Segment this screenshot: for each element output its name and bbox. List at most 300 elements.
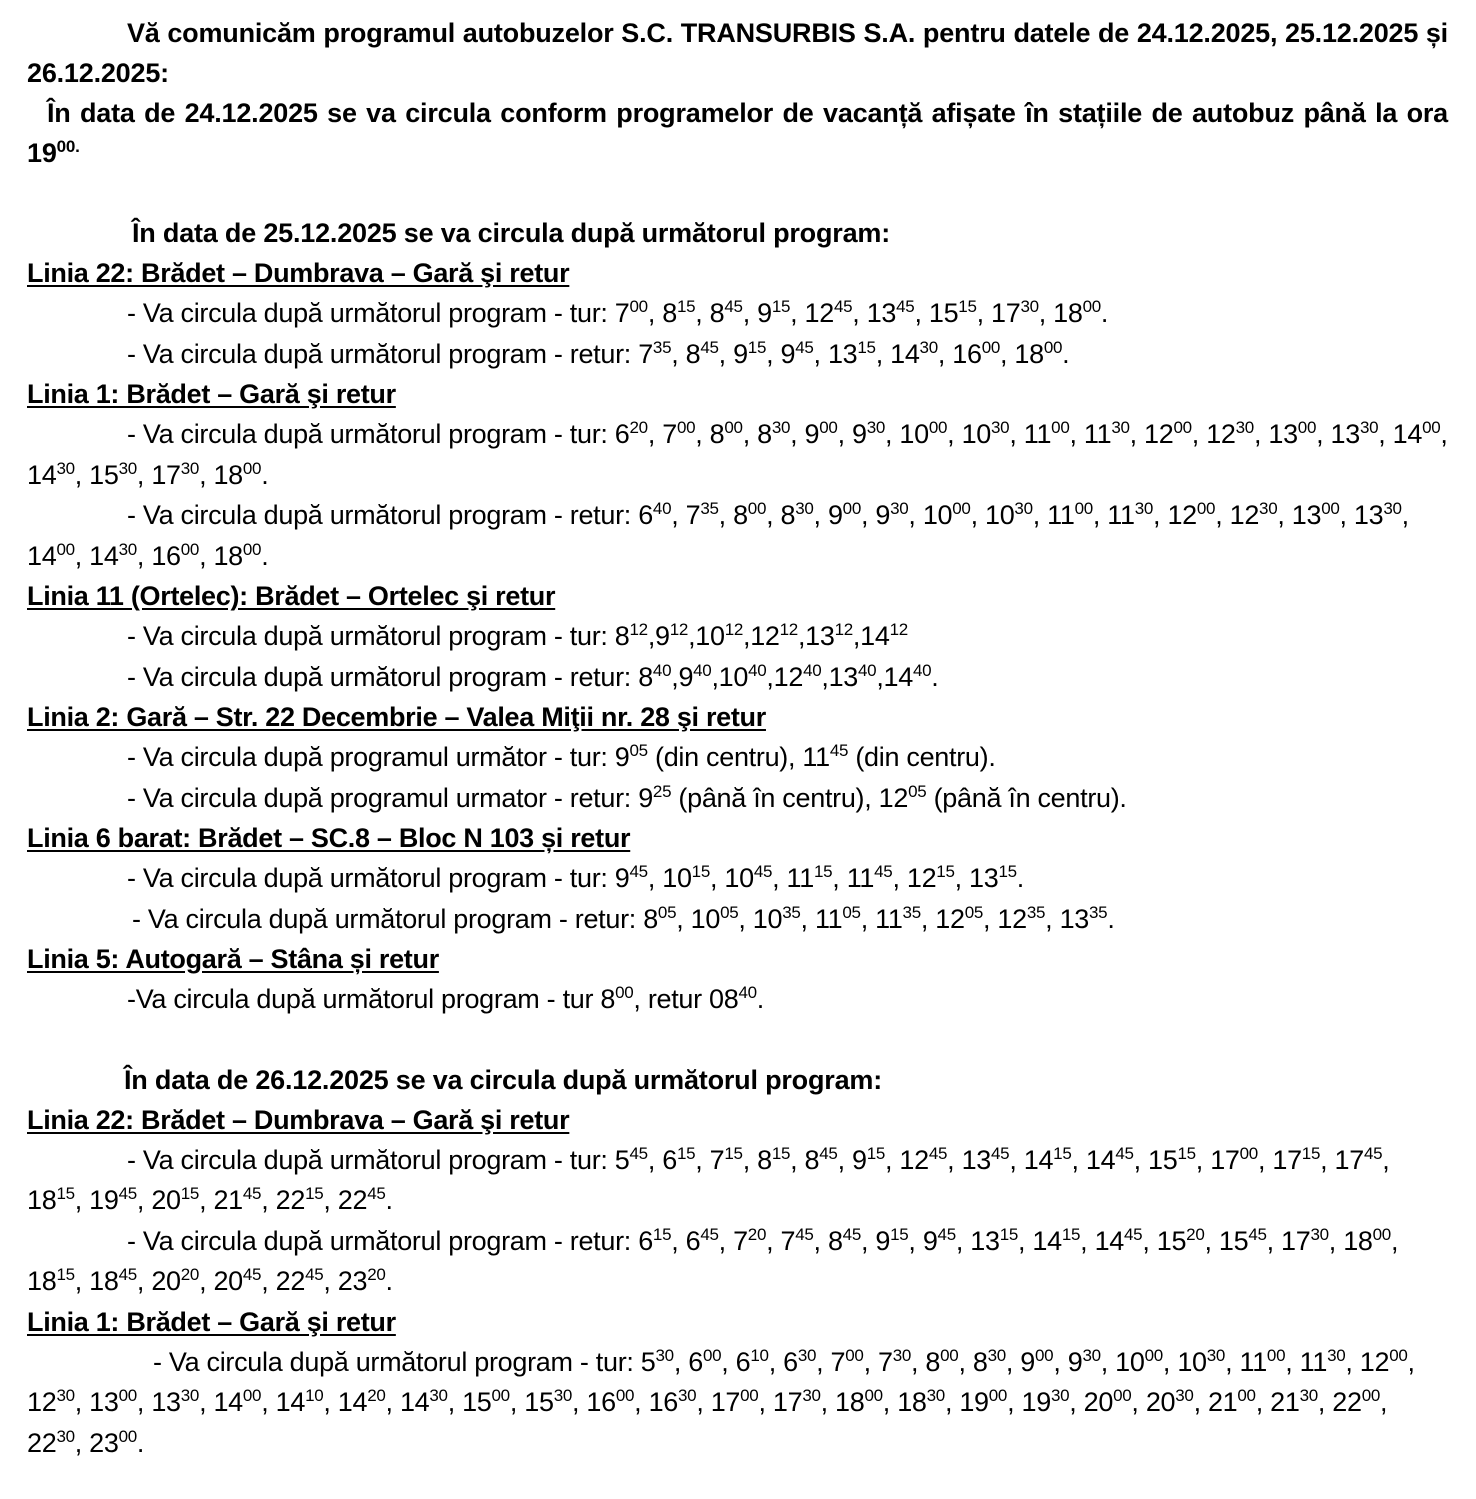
time-separator: , — [1193, 1387, 1208, 1417]
time-minutes: 00 — [242, 539, 262, 559]
time-separator: , — [911, 1346, 926, 1377]
time-hour: 11 — [875, 903, 903, 934]
time-hour: 11 — [1239, 1346, 1267, 1377]
time-hour: 12 — [750, 621, 780, 651]
time-hour: 17 — [710, 1387, 741, 1417]
time-hour: 11 — [1299, 1346, 1328, 1377]
time-hour: 8 — [614, 621, 630, 651]
time-minutes: 00 — [118, 1426, 137, 1446]
time-minutes: 30 — [866, 418, 886, 437]
time-separator: , — [852, 298, 867, 328]
time-minutes: 12 — [834, 620, 853, 639]
time-hour: 14 — [1094, 1225, 1125, 1256]
time-hour: 8 — [972, 1346, 988, 1377]
time-minutes: 30 — [1259, 499, 1278, 518]
time-hour: 16 — [952, 338, 982, 369]
time-minutes: 00 — [629, 297, 648, 316]
time-separator: , — [1007, 1387, 1022, 1417]
time-minutes: 05 — [908, 781, 927, 801]
time-minutes: 30 — [118, 539, 137, 559]
time-hour: 20 — [151, 1266, 181, 1296]
time-separator: , — [1038, 298, 1054, 328]
time-hour: 8 — [757, 1144, 772, 1175]
time-minutes: 30 — [991, 418, 1010, 437]
time-hour: 18 — [1053, 298, 1083, 328]
time-separator: , — [860, 500, 876, 530]
time-separator: , — [1069, 419, 1084, 449]
time-separator: , — [813, 1225, 828, 1256]
time-hour: 13 — [970, 1225, 1000, 1256]
time-hour: 9 — [827, 500, 843, 530]
time-separator: , — [74, 540, 90, 571]
time-hour: 7 — [709, 1144, 725, 1175]
time-hour: 18 — [27, 1185, 57, 1215]
time-hour: 11 — [786, 863, 814, 893]
time-separator: , — [1133, 1144, 1149, 1175]
time-separator: , — [1378, 419, 1393, 449]
time-hour: 12 — [804, 298, 834, 328]
time-minutes: 00 — [615, 983, 634, 1002]
time-minutes: 10 — [750, 1345, 769, 1365]
time-hour: 8 — [827, 1225, 843, 1256]
time-separator: , — [837, 1144, 852, 1175]
time-minutes: 30 — [919, 337, 938, 357]
time-minutes: 30 — [678, 1386, 697, 1405]
time-separator: , — [860, 1225, 876, 1256]
time-minutes: 15 — [890, 1224, 909, 1244]
time-hour: 7 — [830, 1346, 846, 1377]
time-hour: 18 — [89, 1266, 119, 1296]
time-minutes: 30 — [1111, 418, 1130, 437]
time-hour: 12 — [1144, 419, 1174, 449]
time-separator: , — [1142, 1225, 1157, 1256]
time-hour: 10 — [961, 419, 992, 449]
time-separator: , — [688, 621, 696, 651]
time-separator: , — [671, 661, 679, 692]
dec-24-time-minutes: 00. — [56, 137, 80, 156]
time-minutes: 15 — [998, 862, 1017, 881]
time-minutes: 45 — [305, 1265, 324, 1284]
time-separator: , — [821, 661, 829, 692]
time-hour: 17 — [1334, 1144, 1364, 1175]
time-separator: , — [136, 1266, 152, 1296]
time-separator: , — [1069, 1387, 1084, 1417]
time-separator: , — [860, 903, 876, 934]
schedule-end: . — [1100, 298, 1109, 328]
time-minutes: 12 — [724, 620, 744, 639]
time-minutes: 15 — [1061, 1224, 1081, 1244]
schedule-label: -Va circula după următorul program - tur — [127, 984, 601, 1014]
time-hour: 14 — [1085, 1144, 1116, 1175]
schedule-end: . — [988, 742, 996, 772]
time-minutes: 12 — [889, 620, 908, 639]
time-separator: , — [944, 1387, 960, 1417]
time-minutes: 15 — [676, 297, 696, 316]
time-hour: 22 — [337, 1185, 368, 1215]
time-minutes: 30 — [1383, 499, 1402, 518]
time-separator: , — [772, 863, 787, 893]
time-minutes: 15 — [866, 1143, 886, 1163]
time-minutes: 00 — [988, 1386, 1008, 1405]
schedule-line — [27, 293, 1448, 334]
time-separator: , — [1129, 419, 1145, 449]
time-hour: 8 — [804, 1144, 820, 1175]
time-separator: , — [790, 298, 805, 328]
time-separator: , — [74, 1387, 90, 1417]
time-hour: 12 — [27, 1387, 57, 1417]
time-hour: 13 — [1330, 419, 1360, 449]
time-hour: 13 — [805, 621, 835, 651]
time-separator: , — [718, 1225, 734, 1256]
time-separator: , — [671, 338, 686, 369]
time-minutes: 30 — [553, 1386, 572, 1405]
time-note: (până în centru) — [671, 782, 865, 813]
time-separator: , — [800, 903, 815, 934]
schedule-line — [27, 778, 1448, 819]
time-minutes: 00 — [1389, 1345, 1408, 1365]
time-hour: 8 — [662, 298, 677, 328]
time-hour: 11 — [1083, 419, 1112, 449]
time-hour: 5 — [640, 1346, 656, 1377]
time-hour: 20 — [151, 1185, 181, 1215]
time-hour: 13 — [1059, 903, 1090, 934]
time-minutes: 00 — [242, 1386, 262, 1405]
time-minutes: 15 — [691, 862, 710, 881]
time-separator: , — [136, 540, 152, 571]
line-title: Linia 22: Brădet – Dumbrava – Gară şi retur — [27, 258, 570, 288]
schedule-end: . — [385, 1266, 393, 1296]
time-minutes: 40 — [748, 660, 767, 680]
time-separator: , — [136, 459, 152, 490]
time-hour: 12 — [773, 661, 804, 692]
time-minutes: 45 — [1115, 1143, 1134, 1163]
time-separator: , — [74, 459, 90, 490]
time-minutes: 00 — [56, 539, 75, 559]
time-hour: 14 — [1032, 1225, 1062, 1256]
time-minutes: 00 — [1051, 418, 1070, 437]
intro-paragraph-dec-24 — [27, 93, 1448, 173]
time-minutes: 40 — [693, 660, 712, 680]
time-hour: 20 — [1083, 1387, 1114, 1417]
time-separator: , — [955, 1225, 971, 1256]
time-hour: 13 — [828, 661, 859, 692]
time-minutes: 30 — [1134, 499, 1154, 518]
time-hour: 20 — [1145, 1387, 1176, 1417]
time-hour: 8 — [780, 500, 796, 530]
time-hour: 12 — [906, 863, 937, 893]
time-separator: , — [74, 1266, 90, 1296]
time-hour: 21 — [1270, 1387, 1300, 1417]
time-hour: 12 — [1206, 419, 1236, 449]
time-hour: 8 — [638, 661, 653, 692]
time-hour: 10 — [1115, 1346, 1145, 1377]
time-minutes: 15 — [305, 1184, 324, 1203]
time-hour: 18 — [897, 1387, 927, 1417]
time-hour: 11 — [1023, 419, 1052, 449]
time-minutes: 00 — [981, 337, 1001, 357]
time-minutes: 15 — [1053, 1143, 1072, 1163]
time-hour: 8 — [733, 500, 748, 530]
time-minutes: 30 — [1310, 1224, 1329, 1244]
time-separator: , — [1009, 419, 1024, 449]
time-hour: 11 — [1047, 500, 1075, 530]
time-minutes: 45 — [842, 1224, 861, 1244]
schedule-label: - Va circula după următorul program - tur: — [127, 298, 615, 328]
time-separator: , — [572, 1387, 587, 1417]
time-hour: 15 — [524, 1387, 554, 1417]
time-separator: , — [970, 500, 985, 530]
dec-24-text: În data de 24.12.2025 se va circula conform programelor de vacanță afișate în stațiile de autobuz până la ora 19 — [27, 98, 1448, 168]
time-minutes: 45 — [1124, 1224, 1143, 1244]
time-hour: 10 — [724, 863, 754, 893]
time-minutes: 30 — [56, 1426, 75, 1446]
time-separator: , — [1390, 1225, 1399, 1256]
time-hour: 7 — [685, 500, 701, 530]
time-minutes: 40 — [803, 660, 822, 680]
time-separator: , — [768, 1346, 784, 1377]
time-separator: , — [1009, 1144, 1024, 1175]
time-minutes: 00 — [1074, 499, 1093, 518]
time-hour: 11 — [814, 903, 843, 934]
schedule-label: - Va circula după următorul program - retur: — [132, 903, 644, 934]
time-hour: 21 — [1207, 1387, 1238, 1417]
time-minutes: 15 — [813, 862, 833, 881]
time-hour: 10 — [922, 500, 953, 530]
time-minutes: 15 — [771, 1143, 791, 1163]
intro-paragraph-announcement: Vă comunicăm programul autobuzelor S.C. TRANSURBIS S.A. pentru datele de 24.12.2025, 25.12.2025 și 26.12.2025: — [27, 18, 1448, 88]
time-minutes: 30 — [1082, 1345, 1101, 1365]
time-minutes: 00 — [1082, 297, 1101, 316]
time-minutes: 00 — [1113, 1386, 1132, 1405]
time-separator: , — [1204, 1225, 1219, 1256]
time-separator: , — [711, 661, 719, 692]
time-hour: 13 — [969, 863, 999, 893]
time-separator: , — [1032, 500, 1048, 530]
schedule-line — [27, 334, 1448, 375]
time-separator: , — [647, 298, 663, 328]
time-hour: 9 — [655, 621, 670, 651]
time-hour: 18 — [835, 1387, 865, 1417]
time-minutes: 00 — [1361, 1386, 1381, 1405]
time-minutes: 45 — [1248, 1224, 1267, 1244]
time-separator: , — [199, 459, 214, 490]
time-minutes: 00 — [940, 1345, 959, 1365]
time-separator: , — [1045, 903, 1060, 934]
time-minutes: 00 — [819, 418, 838, 437]
time-hour: 9 — [638, 782, 653, 813]
time-separator: , — [908, 500, 923, 530]
time-separator: , — [1053, 1346, 1068, 1377]
time-minutes: 20 — [629, 418, 648, 437]
time-hour: 15 — [1148, 1144, 1178, 1175]
schedule-line — [27, 657, 1448, 698]
time-separator: , — [323, 1387, 338, 1417]
time-separator: , — [1257, 1144, 1273, 1175]
time-minutes: 00 — [747, 499, 767, 518]
time-minutes: 30 — [1359, 418, 1379, 437]
time-minutes: 45 — [937, 1224, 956, 1244]
time-minutes: 45 — [928, 1143, 948, 1163]
time-separator: , — [837, 419, 852, 449]
time-separator: , — [199, 1387, 214, 1417]
time-separator: , — [947, 1144, 962, 1175]
time-separator: , — [983, 903, 998, 934]
day-heading: În data de 26.12.2025 se va circula după următorul program: — [124, 1064, 882, 1095]
time-minutes: 30 — [180, 1386, 200, 1405]
time-hour: 9 — [780, 338, 796, 369]
time-separator: , — [1092, 500, 1108, 530]
time-minutes: 35 — [1089, 902, 1108, 922]
time-minutes: 45 — [118, 1184, 137, 1203]
time-minutes: 30 — [56, 1386, 75, 1405]
time-separator: , — [864, 782, 879, 813]
time-separator: , — [1255, 1387, 1271, 1417]
time-minutes: 20 — [180, 1265, 200, 1284]
time-hour: 13 — [866, 298, 897, 328]
time-minutes: 35 — [902, 902, 921, 922]
time-minutes: 30 — [180, 458, 200, 478]
time-hour: 8 — [600, 984, 616, 1014]
schedule-end: . — [1062, 338, 1070, 369]
time-separator: , — [937, 338, 953, 369]
time-minutes: 20 — [1186, 1224, 1205, 1244]
time-hour: 15 — [462, 1387, 492, 1417]
time-hour: 9 — [614, 863, 630, 893]
time-separator: , — [766, 661, 774, 692]
time-minutes: 00 — [740, 1386, 759, 1405]
time-hour: 6 — [662, 1144, 677, 1175]
time-separator: , — [820, 1387, 836, 1417]
time-minutes: 20 — [747, 1224, 767, 1244]
time-minutes: 00 — [676, 418, 696, 437]
time-minutes: 30 — [118, 458, 137, 478]
time-hour: 6 — [688, 1346, 703, 1377]
time-hour: 7 — [614, 298, 630, 328]
time-separator: , — [908, 1225, 923, 1256]
time-separator: , — [696, 1387, 711, 1417]
time-minutes: 00 — [724, 418, 743, 437]
time-separator: , — [1407, 1346, 1415, 1377]
time-separator: , — [673, 1346, 689, 1377]
time-separator: , — [1266, 1225, 1282, 1256]
time-separator: , — [1277, 500, 1292, 530]
time-separator: , — [1328, 1225, 1344, 1256]
time-note: (din centru) — [848, 742, 989, 772]
time-hour: 6 — [685, 1225, 701, 1256]
time-separator: , — [199, 540, 214, 571]
schedule-line — [27, 414, 1448, 495]
time-hour: 8 — [757, 419, 772, 449]
time-minutes: 30 — [1235, 418, 1254, 437]
schedule-end: . — [931, 661, 939, 692]
schedule-end: . — [261, 540, 269, 571]
time-separator: , — [954, 863, 970, 893]
time-hour: 21 — [213, 1185, 243, 1215]
time-minutes: 00 — [1237, 1386, 1256, 1405]
time-separator: , — [914, 298, 929, 328]
time-separator: , — [875, 338, 891, 369]
time-minutes: 15 — [652, 1224, 672, 1244]
schedule-line — [27, 858, 1448, 899]
time-separator: , — [1018, 1225, 1033, 1256]
time-hour: 14 — [890, 338, 920, 369]
schedule-line — [27, 616, 1448, 657]
time-minutes: 30 — [1327, 1345, 1346, 1365]
time-hour: 14 — [860, 621, 890, 651]
time-separator: , — [74, 1185, 90, 1215]
time-hour: 23 — [89, 1427, 119, 1458]
time-hour: 20 — [213, 1266, 243, 1296]
time-minutes: 05 — [657, 902, 677, 922]
time-minutes: 45 — [1363, 1143, 1383, 1163]
time-minutes: 45 — [118, 1265, 137, 1284]
day-heading: În data de 25.12.2025 se va circula după următorul program: — [132, 218, 890, 248]
time-separator: , — [742, 1144, 758, 1175]
time-separator: , — [1320, 1144, 1335, 1175]
time-hour: 13 — [1268, 419, 1298, 449]
time-minutes: 00 — [952, 499, 971, 518]
time-separator: , — [647, 1144, 663, 1175]
time-minutes: 30 — [1299, 1386, 1318, 1405]
schedule-end: . — [1016, 863, 1024, 893]
time-hour: 18 — [27, 1266, 57, 1296]
time-separator: , — [790, 1144, 805, 1175]
time-separator: , — [671, 500, 686, 530]
document-page — [0, 13, 1476, 1463]
time-minutes: 15 — [936, 862, 955, 881]
time-hour: 9 — [875, 1225, 891, 1256]
time-separator: , — [958, 1346, 973, 1377]
time-minutes: 45 — [991, 1143, 1010, 1163]
time-hour: 17 — [991, 298, 1021, 328]
time-hour: 17 — [1272, 1144, 1302, 1175]
time-minutes: 00 — [864, 1386, 883, 1405]
time-minutes: 15 — [56, 1184, 75, 1203]
schedule-line — [27, 979, 1448, 1020]
time-separator: , — [742, 298, 758, 328]
time-separator: , — [695, 1144, 710, 1175]
time-hour: 18 — [213, 459, 243, 490]
time-hour: 22 — [1332, 1387, 1362, 1417]
time-separator: , — [1191, 419, 1207, 449]
time-hour: 11 — [1107, 500, 1135, 530]
time-minutes: 45 — [242, 1265, 262, 1284]
time-separator: , — [1401, 500, 1409, 530]
time-hour: 7 — [780, 1225, 796, 1256]
time-hour: 14 — [27, 540, 57, 571]
time-separator: , — [892, 863, 907, 893]
time-minutes: 45 — [700, 337, 719, 357]
time-minutes: 30 — [1014, 499, 1033, 518]
time-separator: , — [976, 298, 992, 328]
time-minutes: 12 — [629, 620, 648, 639]
time-separator: , — [832, 863, 847, 893]
time-minutes: 20 — [367, 1386, 386, 1405]
time-minutes: 45 — [874, 862, 893, 881]
time-minutes: 12 — [779, 620, 798, 639]
time-hour: 9 — [614, 742, 630, 772]
schedule-end: . — [1119, 782, 1127, 813]
time-minutes: 40 — [738, 983, 757, 1002]
time-separator: , — [709, 863, 725, 893]
time-minutes: 00 — [118, 1386, 137, 1405]
schedule-end: . — [756, 984, 764, 1014]
time-hour: 22 — [27, 1427, 57, 1458]
time-minutes: 05 — [964, 902, 984, 922]
time-separator: , — [1000, 338, 1015, 369]
time-minutes: 00 — [1035, 1345, 1054, 1365]
time-minutes: 30 — [892, 1345, 912, 1365]
